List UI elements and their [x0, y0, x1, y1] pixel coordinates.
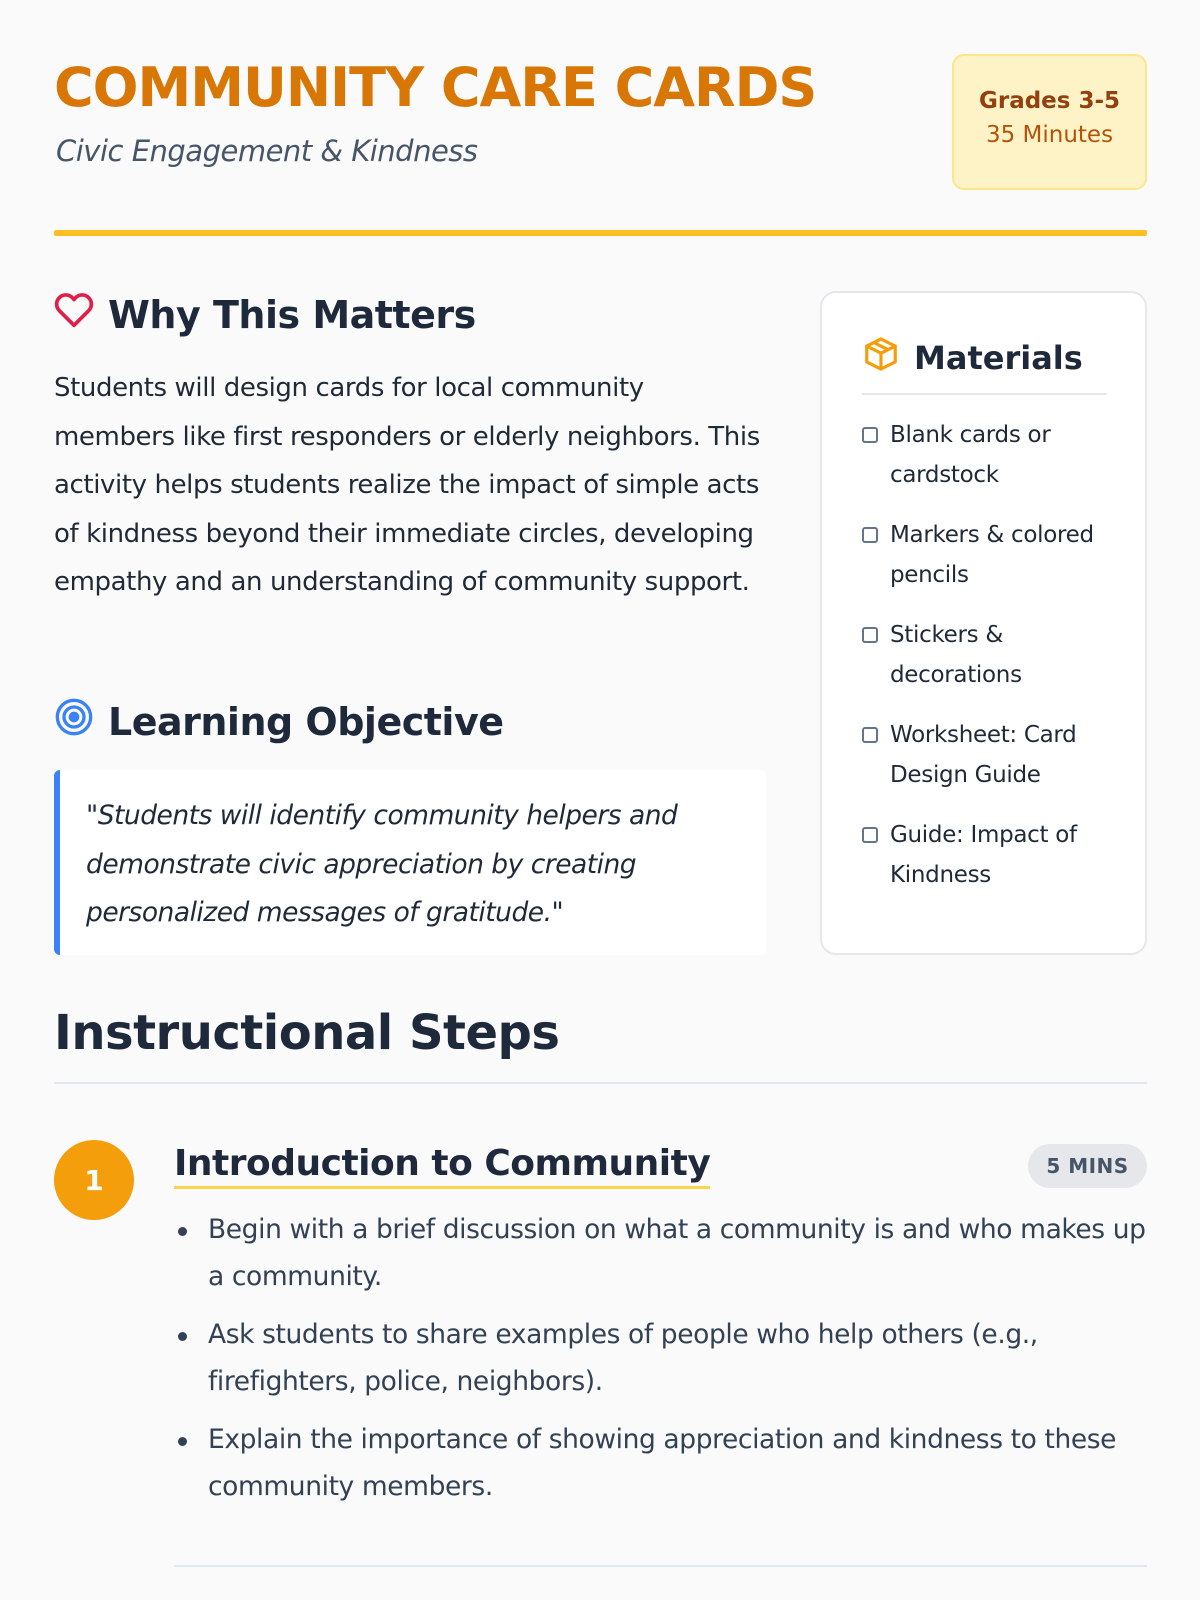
step-divider [174, 1565, 1147, 1567]
material-item [862, 515, 1117, 595]
page-subtitle: Civic Engagement & Kindness [56, 134, 478, 168]
step-title: Introduction to Community [174, 1142, 710, 1189]
objective-heading [54, 697, 504, 746]
step-bullet: Ask students to share examples of people who help others (e.g., firefighters, police, neighbors). [174, 1312, 1147, 1405]
material-label: Stickers & decorations [890, 622, 1022, 688]
steps-divider [54, 1082, 1147, 1084]
why-heading-label: Why This Matters [108, 292, 476, 337]
material-item [862, 415, 1117, 495]
materials-list [862, 415, 1117, 915]
checkbox[interactable] [862, 627, 878, 643]
lesson-duration: 35 Minutes [985, 122, 1114, 148]
material-item [862, 715, 1117, 795]
steps-heading: Instructional Steps [54, 1005, 560, 1061]
why-description: Students will design cards for local community members like first responders or elderly neighbors. This activity helps students realize the impact of simple acts of kindness beyond their immediate circles, developing empathy and an understanding of community support. [54, 373, 760, 597]
checkbox[interactable] [862, 427, 878, 443]
step-number: 1 [54, 1140, 134, 1220]
box-icon [862, 335, 900, 381]
material-label: Blank cards or cardstock [890, 422, 1051, 488]
checkbox[interactable] [862, 827, 878, 843]
step-duration-badge: 5 MINS [1028, 1144, 1147, 1188]
materials-heading [862, 335, 1083, 381]
why-heading [54, 290, 476, 339]
objective-text: "Students will identify community helpers and demonstrate civic appreciation by creating personalized messages of gratitude." [86, 800, 678, 928]
step-bullet: Explain the importance of showing appreciation and kindness to these community members. [174, 1417, 1147, 1510]
materials-heading-label: Materials [914, 339, 1083, 377]
material-label: Worksheet: Card Design Guide [890, 722, 1077, 788]
header-divider [54, 230, 1147, 236]
checkbox[interactable] [862, 727, 878, 743]
step-bullet: Begin with a brief discussion on what a community is and who makes up a community. [174, 1207, 1147, 1300]
objective-callout [54, 770, 766, 955]
objective-heading-label: Learning Objective [108, 699, 504, 744]
grade-level: Grades 3-5 [978, 88, 1121, 114]
material-label: Guide: Impact of Kindness [890, 822, 1077, 888]
lesson-plan-page [54, 0, 1147, 1600]
heart-icon [54, 290, 94, 339]
page-title: COMMUNITY CARE CARDS [54, 56, 817, 119]
materials-card [820, 291, 1147, 955]
step-bullets [174, 1207, 1147, 1522]
grade-duration-badge [952, 54, 1147, 190]
material-item [862, 615, 1117, 695]
material-item [862, 815, 1117, 895]
header [54, 52, 1147, 192]
material-label: Markers & colored pencils [890, 522, 1094, 588]
target-icon [54, 697, 94, 746]
materials-divider [862, 393, 1107, 395]
checkbox[interactable] [862, 527, 878, 543]
